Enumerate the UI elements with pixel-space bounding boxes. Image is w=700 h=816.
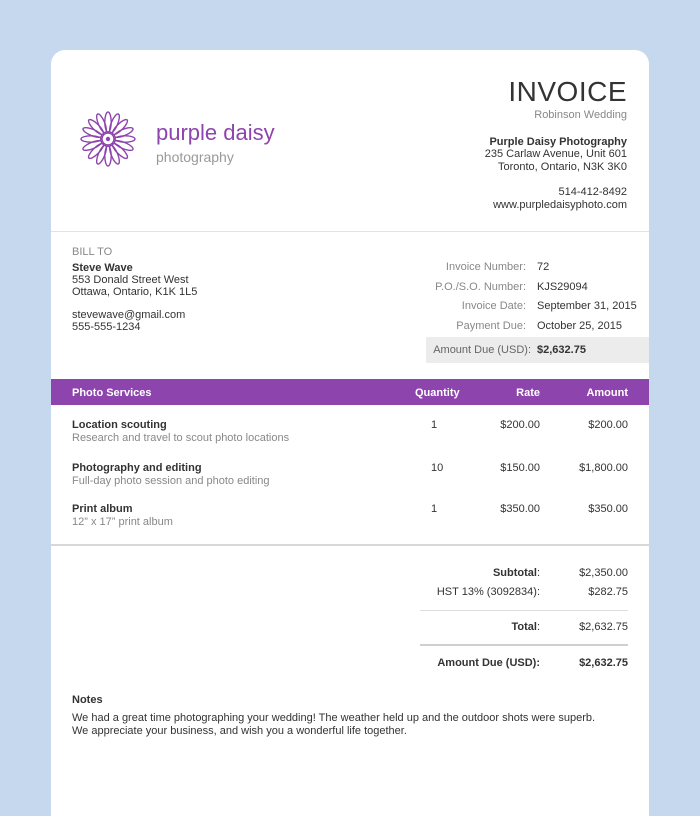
item-title: Location scouting bbox=[72, 419, 167, 431]
tax-value: $282.75 bbox=[588, 586, 628, 598]
company-address-line2: Toronto, Ontario, N3K 3K0 bbox=[497, 161, 627, 173]
tax-label: HST 13% (3092834): bbox=[436, 586, 540, 598]
bill-to-phone: 555-555-1234 bbox=[72, 321, 141, 333]
table-header bbox=[51, 379, 649, 405]
final-amount-due-value: $2,632.75 bbox=[579, 657, 628, 669]
item-quantity: 10 bbox=[431, 462, 444, 474]
totals-divider bbox=[420, 610, 628, 611]
item-description: Full-day photo session and photo editing bbox=[72, 475, 270, 487]
meta-row bbox=[426, 261, 637, 281]
header-rate: Rate bbox=[516, 387, 540, 399]
meta-value: KJS29094 bbox=[537, 280, 588, 293]
item-amount: $1,800.00 bbox=[579, 462, 628, 474]
header-quantity: Quantity bbox=[415, 387, 460, 399]
brand-name: purple daisy bbox=[156, 120, 275, 145]
bill-to-email[interactable]: stevewave@gmail.com bbox=[72, 309, 186, 321]
invoice-meta bbox=[426, 261, 637, 339]
item-description: 12” x 17” print album bbox=[72, 516, 173, 528]
invoice-header bbox=[485, 76, 627, 212]
amount-due-value: $2,632.75 bbox=[537, 344, 586, 356]
item-amount: $350.00 bbox=[588, 503, 628, 515]
daisy-petal bbox=[111, 142, 130, 161]
totals-divider-strong bbox=[420, 644, 628, 646]
company-website[interactable]: www.purpledaisyphoto.com bbox=[493, 199, 627, 211]
subtotal-label: Subtotal: bbox=[492, 567, 540, 579]
meta-row bbox=[426, 281, 637, 301]
header-divider bbox=[51, 231, 649, 232]
meta-value: September 31, 2015 bbox=[537, 300, 637, 312]
item-quantity: 1 bbox=[431, 503, 438, 515]
bill-to-address2: Ottawa, Ontario, K1K 1L5 bbox=[72, 286, 198, 298]
invoice-title: INVOICE bbox=[508, 76, 627, 107]
item-title: Photography and editing bbox=[72, 462, 202, 474]
notes-title: Notes bbox=[72, 694, 103, 706]
bill-to-name: Steve Wave bbox=[72, 262, 133, 274]
bill-to-block bbox=[72, 246, 197, 333]
subtotal-value: $2,350.00 bbox=[579, 567, 628, 579]
company-phone: 514-412-8492 bbox=[558, 186, 627, 198]
notes-text: We had a great time photographing your wedding! The weather held up and the outdoor shots were superb. We appreciate your business, and wish you a wonderful life together. bbox=[72, 712, 596, 737]
amount-due-label: Amount Due (USD): bbox=[433, 344, 531, 356]
item-title: Print album bbox=[72, 503, 133, 515]
final-amount-due-label: Amount Due (USD): bbox=[437, 657, 540, 669]
subtotal-label-text: Subtotal bbox=[492, 567, 537, 579]
daisy-petal bbox=[87, 142, 106, 161]
amount-due-highlight bbox=[426, 337, 649, 363]
company-name: Purple Daisy Photography bbox=[489, 136, 627, 148]
total-label-text: Total bbox=[511, 621, 537, 633]
daisy-logo-icon bbox=[78, 109, 138, 169]
brand-wordmark bbox=[156, 120, 275, 165]
meta-label: Invoice Number: bbox=[445, 261, 526, 273]
meta-label: P.O./S.O. Number: bbox=[435, 280, 526, 293]
header-service: Photo Services bbox=[72, 387, 152, 399]
brand-subtitle: photography bbox=[156, 149, 234, 165]
item-rate: $350.00 bbox=[500, 503, 540, 515]
item-amount: $200.00 bbox=[588, 419, 628, 431]
item-rate: $200.00 bbox=[500, 419, 540, 431]
notes-section bbox=[72, 694, 612, 738]
item-rate: $150.00 bbox=[500, 462, 540, 474]
table-divider bbox=[51, 544, 649, 546]
meta-value: 72 bbox=[537, 261, 550, 273]
meta-value: October 25, 2015 bbox=[537, 319, 623, 332]
invoice-subtitle: Robinson Wedding bbox=[534, 109, 627, 121]
meta-label: Payment Due: bbox=[456, 319, 526, 332]
item-quantity: 1 bbox=[431, 419, 438, 431]
total-value: $2,632.75 bbox=[579, 621, 628, 633]
item-description: Research and travel to scout photo locations bbox=[72, 432, 290, 444]
meta-label: Invoice Date: bbox=[461, 300, 526, 312]
daisy-petal bbox=[111, 118, 130, 137]
company-address-line1: 235 Carlaw Avenue, Unit 601 bbox=[484, 148, 627, 160]
bill-to-label: BILL TO bbox=[72, 246, 113, 258]
bill-to-address1: 553 Donald Street West bbox=[72, 274, 189, 286]
daisy-petal bbox=[87, 118, 106, 137]
total-label: Total: bbox=[511, 621, 540, 633]
meta-row bbox=[426, 300, 637, 320]
header-amount: Amount bbox=[586, 387, 628, 399]
invoice-card bbox=[51, 50, 649, 816]
